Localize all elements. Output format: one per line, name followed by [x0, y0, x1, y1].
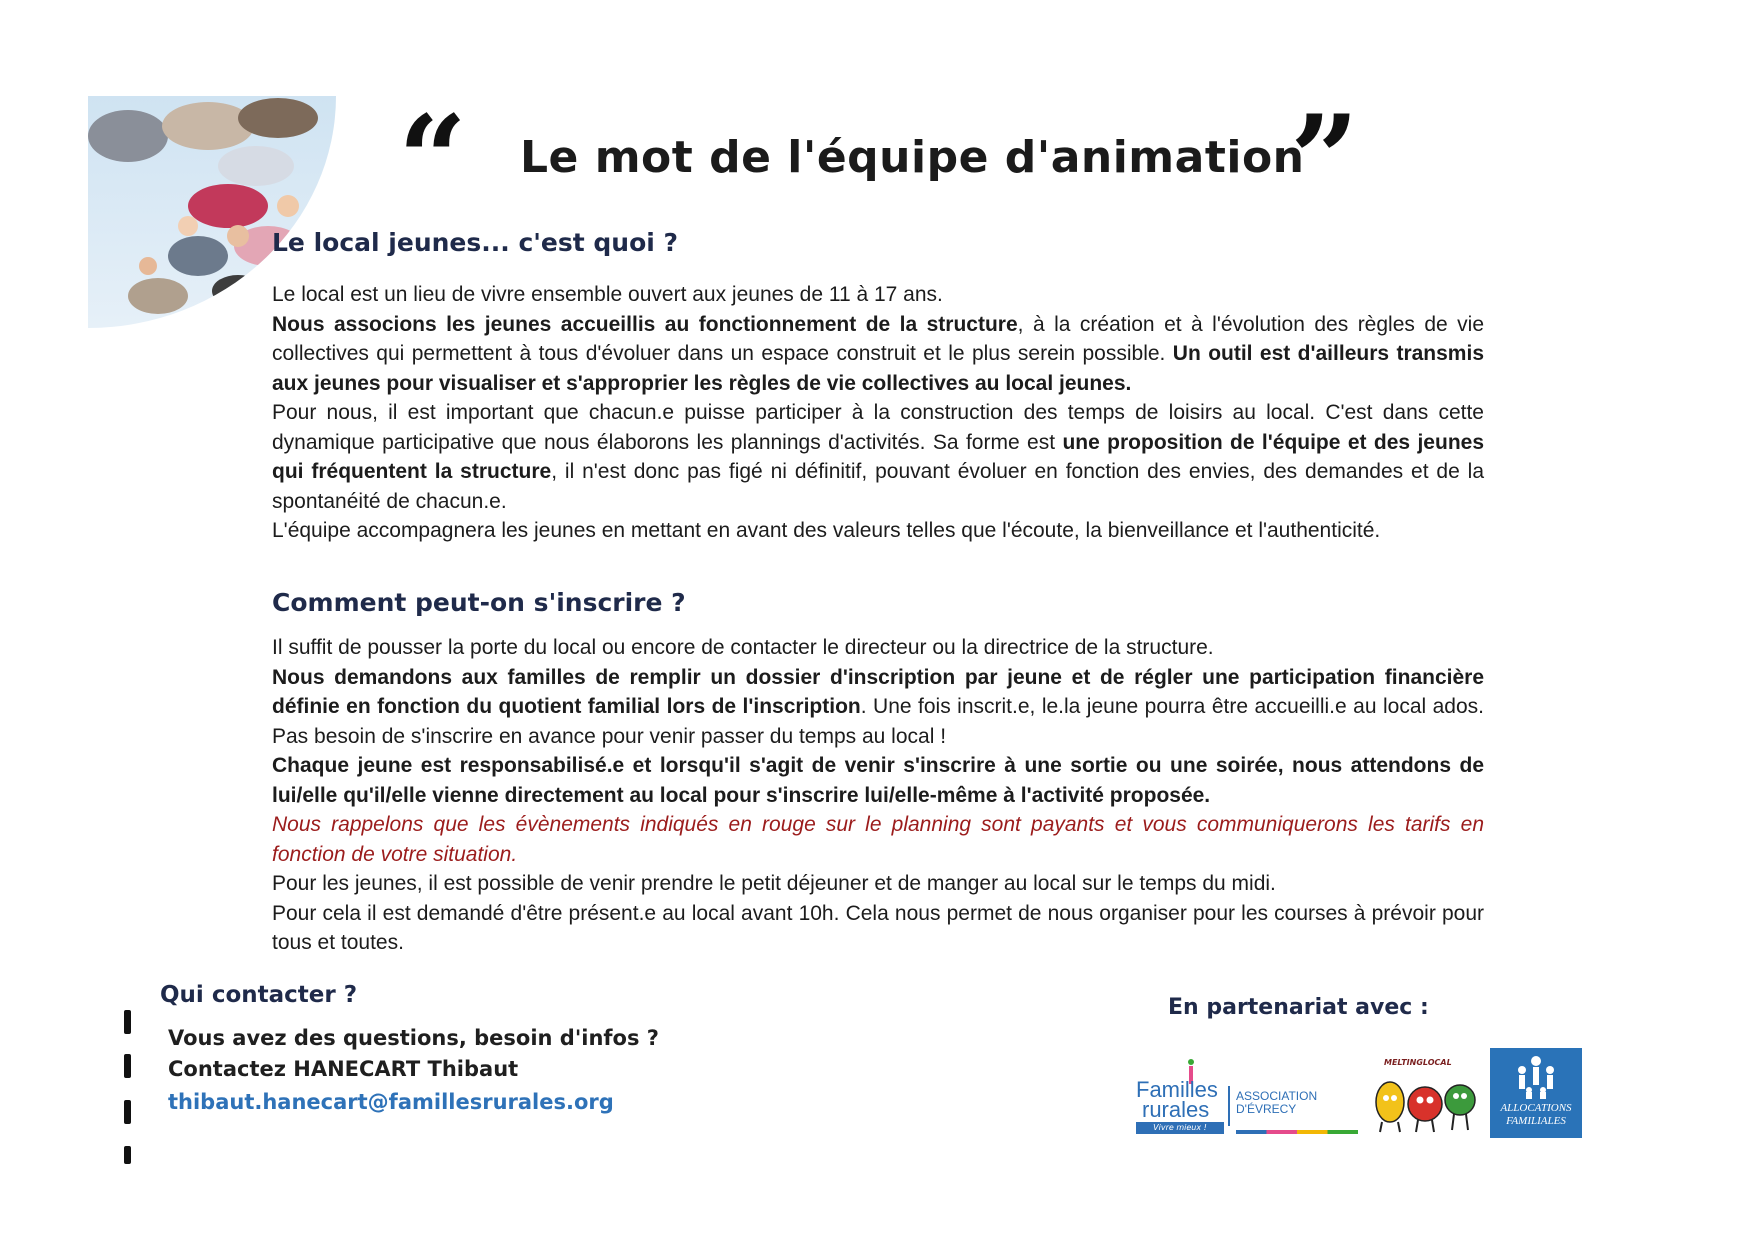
logo-association [1236, 1090, 1317, 1116]
decorative-dash [124, 1054, 131, 1078]
paragraph [272, 310, 1484, 399]
paragraph: Chaque jeune est responsabilisé.e et lorsqu'il s'agit de venir s'inscrire à une sortie ou une soirée, nous attendons de lui/elle qu'il/elle vienne directement au local pour s'inscrire lui/elle-même à l'activité proposée. [272, 754, 1484, 807]
paragraph [272, 663, 1484, 752]
contact-name: Contactez HANECART Thibaut [168, 1057, 519, 1081]
text: . Une fois inscrit.e, le.la jeune pourra être accueilli.e au local ados. Pas besoin de s'inscrire en avance pour venir passer du temps au local ! [272, 695, 1484, 748]
partner-heading: En partenariat avec : [1168, 995, 1429, 1020]
close-quote-mark: ” [1290, 89, 1360, 230]
section-body-local [272, 280, 1484, 546]
caf-logo [1490, 1048, 1582, 1138]
logo-color-bar [1236, 1130, 1358, 1134]
paragraph: L'équipe accompagnera les jeunes en mettant en avant des valeurs telles que l'écoute, la bienveillance et l'authenticité. [272, 519, 1381, 542]
bold-text: Un outil est d'ailleurs transmis aux jeunes pour visualiser et s'approprier les règles de vie collectives au local jeunes. [272, 342, 1484, 395]
logo-separator [1228, 1086, 1230, 1126]
logo-word: Familles [1136, 1077, 1218, 1102]
meltinglocal-label: MELTINGLOCAL [1384, 1058, 1452, 1067]
page-title: Le mot de l'équipe d'animation [520, 132, 1305, 183]
contact-email-link[interactable]: thibaut.hanecart@famillesrurales.org [168, 1090, 614, 1114]
caf-text [1490, 1102, 1582, 1128]
familles-rurales-logo [1136, 1058, 1362, 1138]
section-body-inscription [272, 633, 1484, 958]
fruit-characters-icon [1370, 1068, 1480, 1138]
paragraph: Pour cela il est demandé d'être présent.e au local avant 10h. Cela nous permet de nous organiser pour les courses à prévoir pour tous et toutes. [272, 901, 1484, 954]
paragraph: Le local est un lieu de vivre ensemble ouvert aux jeunes de 11 à 17 ans. [272, 283, 943, 306]
section-heading-local: Le local jeunes... c'est quoi ? [272, 228, 679, 257]
decorative-dash [124, 1146, 131, 1164]
familles-rurales-wordmark [1136, 1077, 1218, 1122]
paragraph-red-notice: Nous rappelons que les évènements indiqués en rouge sur le planning sont payants et vous communiquerons les tarifs en fonction de votre situation. [272, 813, 1484, 866]
meltinglocal-logo [1370, 1058, 1480, 1138]
paragraph: Il suffit de pousser la porte du local ou encore de contacter le directeur ou la directrice de la structure. [272, 636, 1214, 659]
caf-line: ALLOCATIONS [1500, 1102, 1572, 1114]
section-heading-inscription: Comment peut-on s'inscrire ? [272, 588, 686, 617]
logo-assoc-line: ASSOCIATION [1236, 1089, 1318, 1103]
paragraph [272, 398, 1484, 516]
logo-word: rurales [1142, 1097, 1210, 1122]
bold-text: une proposition de l'équipe et des jeunes qui fréquentent la structure [272, 430, 1485, 483]
decorative-dash [124, 1100, 131, 1124]
open-quote-mark: “ [398, 89, 468, 230]
contact-question: Vous avez des questions, besoin d'infos ? [168, 1026, 659, 1050]
caf-line: FAMILIALES [1506, 1115, 1566, 1127]
decorative-dash [124, 1010, 131, 1034]
text: , à la création et à l'évolution des règles de vie collectives qui permettent à tous d'évoluer dans un espace construit et le plus serein possible. [272, 312, 1485, 365]
contact-heading: Qui contacter ? [160, 982, 358, 1008]
bold-text: Nous associons les jeunes accueillis au fonctionnement de la structure [272, 312, 1018, 336]
text: Pour nous, il est important que chacun.e puisse participer à la construction des temps de loisirs au local. C'est dans cette dynamique participative que nous élaborons les plannings d'activités. Sa forme est [272, 401, 1484, 454]
bold-text: Nous demandons aux familles de remplir un dossier d'inscription par jeune et de régler une participation financière définie en fonction du quotient familial lors de l'inscription [272, 665, 1484, 718]
logo-slogan: Vivre mieux ! [1136, 1122, 1224, 1134]
paragraph: Pour les jeunes, il est possible de venir prendre le petit déjeuner et de manger au local sur le temps du midi. [272, 872, 1276, 895]
text: , il n'est donc pas figé ni définitif, pouvant évoluer en fonction des envies, des demandes et de la spontanéité de chacun.e. [272, 460, 1484, 513]
caf-family-icon [1511, 1054, 1561, 1100]
logo-assoc-line: D'ÉVRECY [1236, 1102, 1297, 1116]
